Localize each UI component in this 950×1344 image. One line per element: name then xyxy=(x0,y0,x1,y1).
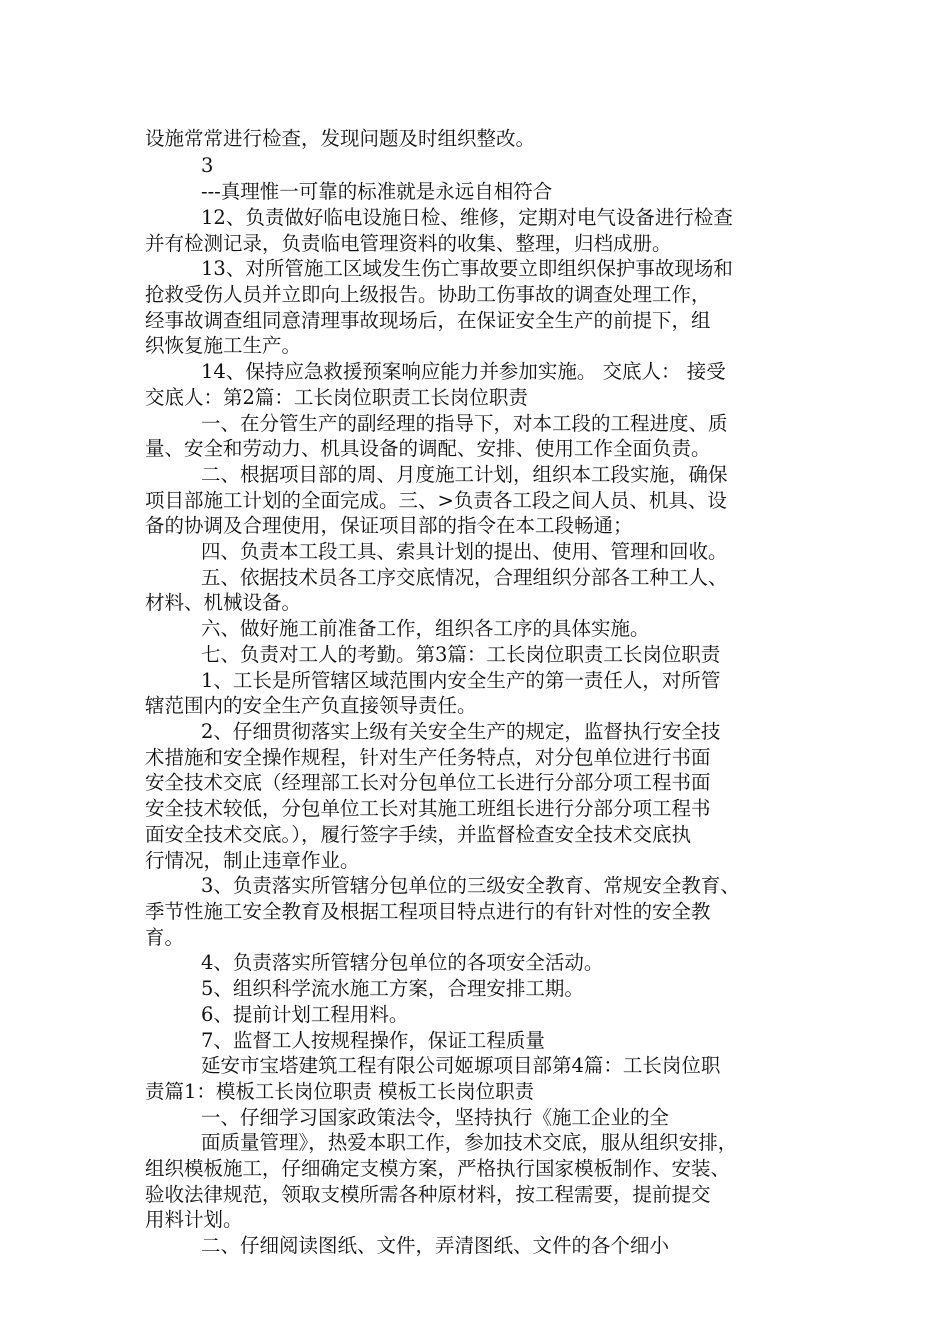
text-line: 设施常常进行检查，发现问题及时组织整改。 xyxy=(145,127,536,150)
text-line: 安全技术较低，分包单位工长对其施工班组长进行分部分项工程书 xyxy=(145,797,711,820)
text-line: 五、依据技术员各工序交底情况，合理组织分部各工种工人、 xyxy=(201,566,728,589)
text-line: 面安全技术交底。），履行签字手续，并监督检查安全技术交底执 xyxy=(145,823,692,846)
text-line: 14、保持应急救援预案响应能力并参加实施。 交底人： 接受 xyxy=(201,360,726,383)
text-line: 5、组织科学流水施工方案，合理安排工期。 xyxy=(201,977,584,1000)
text-line: 12、负责做好临电设施日检、维修，定期对电气设备进行检查 xyxy=(201,206,733,229)
text-line: 四、负责本工段工具、索具计划的提出、使用、管理和回收。 xyxy=(201,540,728,563)
page-number: 3 xyxy=(201,154,214,177)
text-line: 2、仔细贯彻落实上级有关安全生产的规定，监督执行安全技 xyxy=(201,720,721,743)
text-line: 责篇1：模板工长岗位职责 模板工长岗位职责 xyxy=(145,1080,535,1103)
text-line: 术措施和安全操作规程，针对生产任务特点，对分包单位进行书面 xyxy=(145,746,711,769)
text-line: 延安市宝塔建筑工程有限公司姬塬项目部第4篇：工长岗位职 xyxy=(201,1054,721,1077)
text-line: 项目部施工计划的全面完成。三、>负责各工段之间人员、机具、设 xyxy=(145,489,727,512)
text-line: 用料计划。 xyxy=(145,1208,243,1231)
text-line: 组织模板施工，仔细确定支模方案，严格执行国家模板制作、安装、 xyxy=(145,1157,731,1180)
text-line: 经事故调查组同意清理事故现场后，在保证安全生产的前提下，组 xyxy=(145,309,711,332)
text-line: 验收法律规范，领取支模所需各种原材料，按工程需要，提前提交 xyxy=(145,1183,711,1206)
text-line: 一、仔细学习国家政策法令，坚持执行《施工企业的全 xyxy=(201,1106,670,1129)
text-line: 一、在分管生产的副经理的指导下，对本工段的工程进度、质 xyxy=(201,412,728,435)
text-line: 抢救受伤人员并立即向上级报告。协助工伤事故的调查处理工作， xyxy=(145,283,711,306)
text-line: 行情况，制止违章作业。 xyxy=(145,849,360,872)
text-line: 七、负责对工人的考勤。第3篇：工长岗位职责工长岗位职责 xyxy=(201,643,721,666)
text-line: ---真理惟一可靠的标准就是永远自相符合 xyxy=(201,180,553,203)
text-line: 织恢复施工生产。 xyxy=(145,334,302,357)
text-line: 备的协调及合理使用，保证项目部的指令在本工段畅通； xyxy=(145,514,633,537)
text-line: 六、做好施工前准备工作，组织各工序的具体实施。 xyxy=(201,617,650,640)
text-line: 季节性施工安全教育及根据工程项目特点进行的有针对性的安全教 xyxy=(145,900,711,923)
text-line: 辖范围内的安全生产负直接领导责任。 xyxy=(145,694,477,717)
text-line: 材料、机械设备。 xyxy=(145,591,302,614)
text-line: 交底人：第2篇：工长岗位职责工长岗位职责 xyxy=(145,386,528,409)
text-line: 4、负责落实所管辖分包单位的各项安全活动。 xyxy=(201,951,604,974)
text-line: 6、提前计划工程用料。 xyxy=(201,1003,409,1026)
text-line: 13、对所管施工区域发生伤亡事故要立即组织保护事故现场和 xyxy=(201,257,733,280)
text-line: 面质量管理》，热爱本职工作，参加技术交底，服从组织安排， xyxy=(201,1131,738,1154)
text-line: 二、仔细阅读图纸、文件，弄清图纸、文件的各个细小 xyxy=(201,1234,670,1257)
text-line: 并有检测记录，负责临电管理资料的收集、整理，归档成册。 xyxy=(145,232,672,255)
text-line: 育。 xyxy=(145,926,185,949)
text-line: 3、负责落实所管辖分包单位的三级安全教育、常规安全教育、 xyxy=(201,874,740,897)
text-line: 7、监督工人按规程操作，保证工程质量 xyxy=(201,1029,545,1052)
text-line: 安全技术交底（经理部工长对分包单位工长进行分部分项工程书面 xyxy=(145,771,711,794)
text-line: 量、安全和劳动力、机具设备的调配、安排、使用工作全面负责。 xyxy=(145,437,711,460)
text-line: 1、工长是所管辖区域范围内安全生产的第一责任人，对所管 xyxy=(201,669,721,692)
text-line: 二、根据项目部的周、月度施工计划，组织本工段实施，确保 xyxy=(201,463,728,486)
